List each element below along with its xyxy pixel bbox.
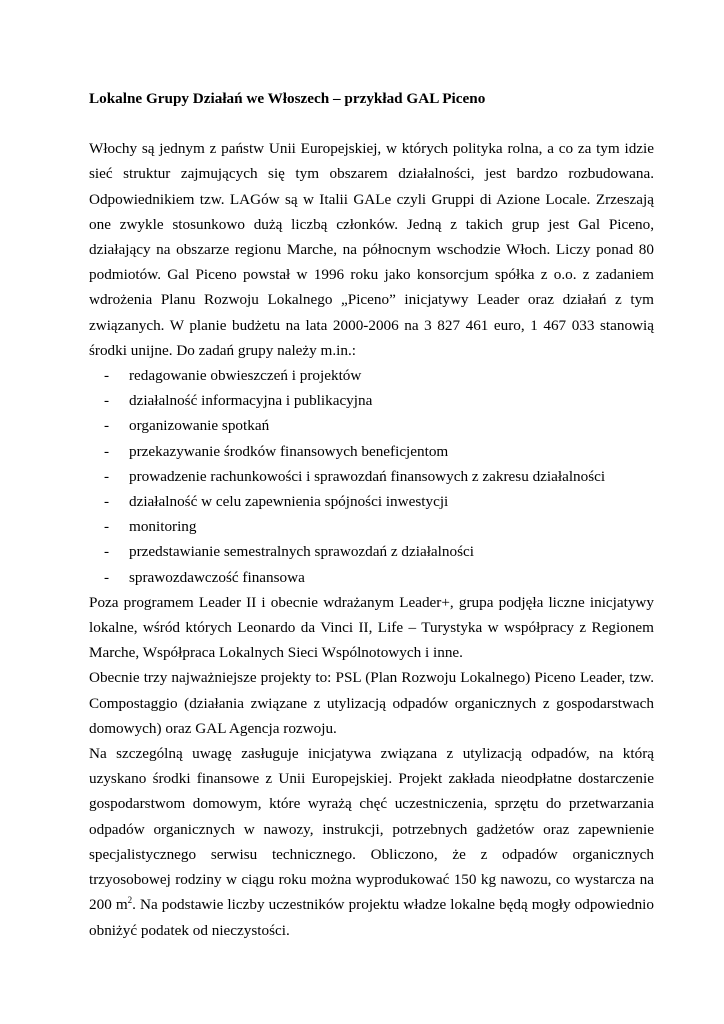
waste-paragraph-text: Na szczególną uwagę zasługuje inicjatywa związana z utylizacją odpadów, na którą uzyskano środki finansowe z Unii Europejskiej. Projekt zakłada nieodpłatne dostarczenie gospodarstwom domowym, które wyrażą chęć uczestniczenia, sprzętu do przetwarzania odpadów organicznych w nawozy, instrukcji, potrzebnych gadżetów oraz zapewnienie specjalistycznego serwisu technicznego. Obliczono, że z odpadów organicznych trzyosobowej rodziny w ciągu roku można wyprodukować 150 kg nawozu, co wystarcza na 200 m xyxy=(89,745,654,914)
list-item-text: przedstawianie semestralnych sprawozdań z działalności xyxy=(129,543,474,561)
list-item xyxy=(89,539,654,564)
list-item-text: prowadzenie rachunkowości i sprawozdań finansowych z zakresu działalności xyxy=(129,467,606,485)
list-item xyxy=(89,464,654,489)
list-item-text: monitoring xyxy=(129,518,197,536)
list-item-text: sprawozdawczość finansowa xyxy=(129,568,305,586)
waste-paragraph-text-end: . Na podstawie liczby uczestników projektu władze lokalne będą mogły odpowiednio obniżyć podatek od nieczystości. xyxy=(89,896,654,939)
list-marker: - xyxy=(104,367,110,385)
list-item xyxy=(89,363,654,388)
list-item xyxy=(89,514,654,539)
list-item xyxy=(89,439,654,464)
list-item xyxy=(89,388,654,413)
list-item xyxy=(89,565,654,590)
projects-paragraph: Obecnie trzy najważniejsze projekty to: PSL (Plan Rozwoju Lokalnego) Piceno Leader, tzw. Compostaggio (działania związane z utylizacją odpadów organicznych z gospodarstwach domowych) oraz GAL Agencja rozwoju. xyxy=(89,669,654,737)
list-item-text: redagowanie obwieszczeń i projektów xyxy=(129,367,362,385)
list-item xyxy=(89,413,654,438)
list-marker: - xyxy=(104,442,110,460)
list-item-text: przekazywanie środków finansowych beneficjentom xyxy=(129,442,449,460)
list-marker: - xyxy=(104,518,110,536)
list-marker: - xyxy=(104,543,110,561)
list-marker: - xyxy=(104,392,110,410)
list-marker: - xyxy=(104,417,110,435)
list-item-text: działalność w celu zapewnienia spójności inwestycji xyxy=(129,493,449,511)
superscript: 2 xyxy=(127,895,133,906)
list-marker: - xyxy=(104,493,110,511)
list-marker: - xyxy=(104,467,110,485)
list-item-text: działalność informacyjna i publikacyjna xyxy=(129,392,373,410)
document-page xyxy=(89,86,654,943)
tasks-list xyxy=(89,363,654,590)
list-marker: - xyxy=(104,568,110,586)
document-title: Lokalne Grupy Działań we Włoszech – przykład GAL Piceno xyxy=(89,90,486,107)
list-item-text: organizowanie spotkań xyxy=(129,417,270,435)
waste-paragraph xyxy=(89,741,654,943)
initiatives-paragraph: Poza programem Leader II i obecnie wdrażanym Leader+, grupa podjęła liczne inicjatywy lokalne, wśród których Leonardo da Vinci II, Life – Turystyka w współpracy z Regionem Marche, Współpraca Lokalnych Sieci Wspólnotowych i inne. xyxy=(89,593,654,662)
intro-paragraph: Włochy są jednym z państw Unii Europejskiej, w których polityka rolna, a co za tym idzie sieć struktur zajmujących się tym obszarem działalności, jest bardzo rozbudowana. Odpowiednikiem tzw. LAGów są w Italii GALe czyli Gruppi di Azione Locale. Zrzeszają one zwykle stosunkowo dużą liczbą członków. Jedną z takich grup jest Gal Piceno, działający na obszarze regionu Marche, na północnym wschodzie Włoch. Liczy ponad 80 podmiotów. Gal Piceno powstał w 1996 roku jako konsorcjum spółka z o.o. z zadaniem wdrożenia Planu Rozwoju Lokalnego „Piceno” inicjatywy Leader oraz działań z tym związanych. W planie budżetu na lata 2000-2006 na 3 827 461 euro, 1 467 033 stanowią środki unijne. Do zadań grupy należy m.in.: xyxy=(89,140,654,359)
list-item xyxy=(89,489,654,514)
